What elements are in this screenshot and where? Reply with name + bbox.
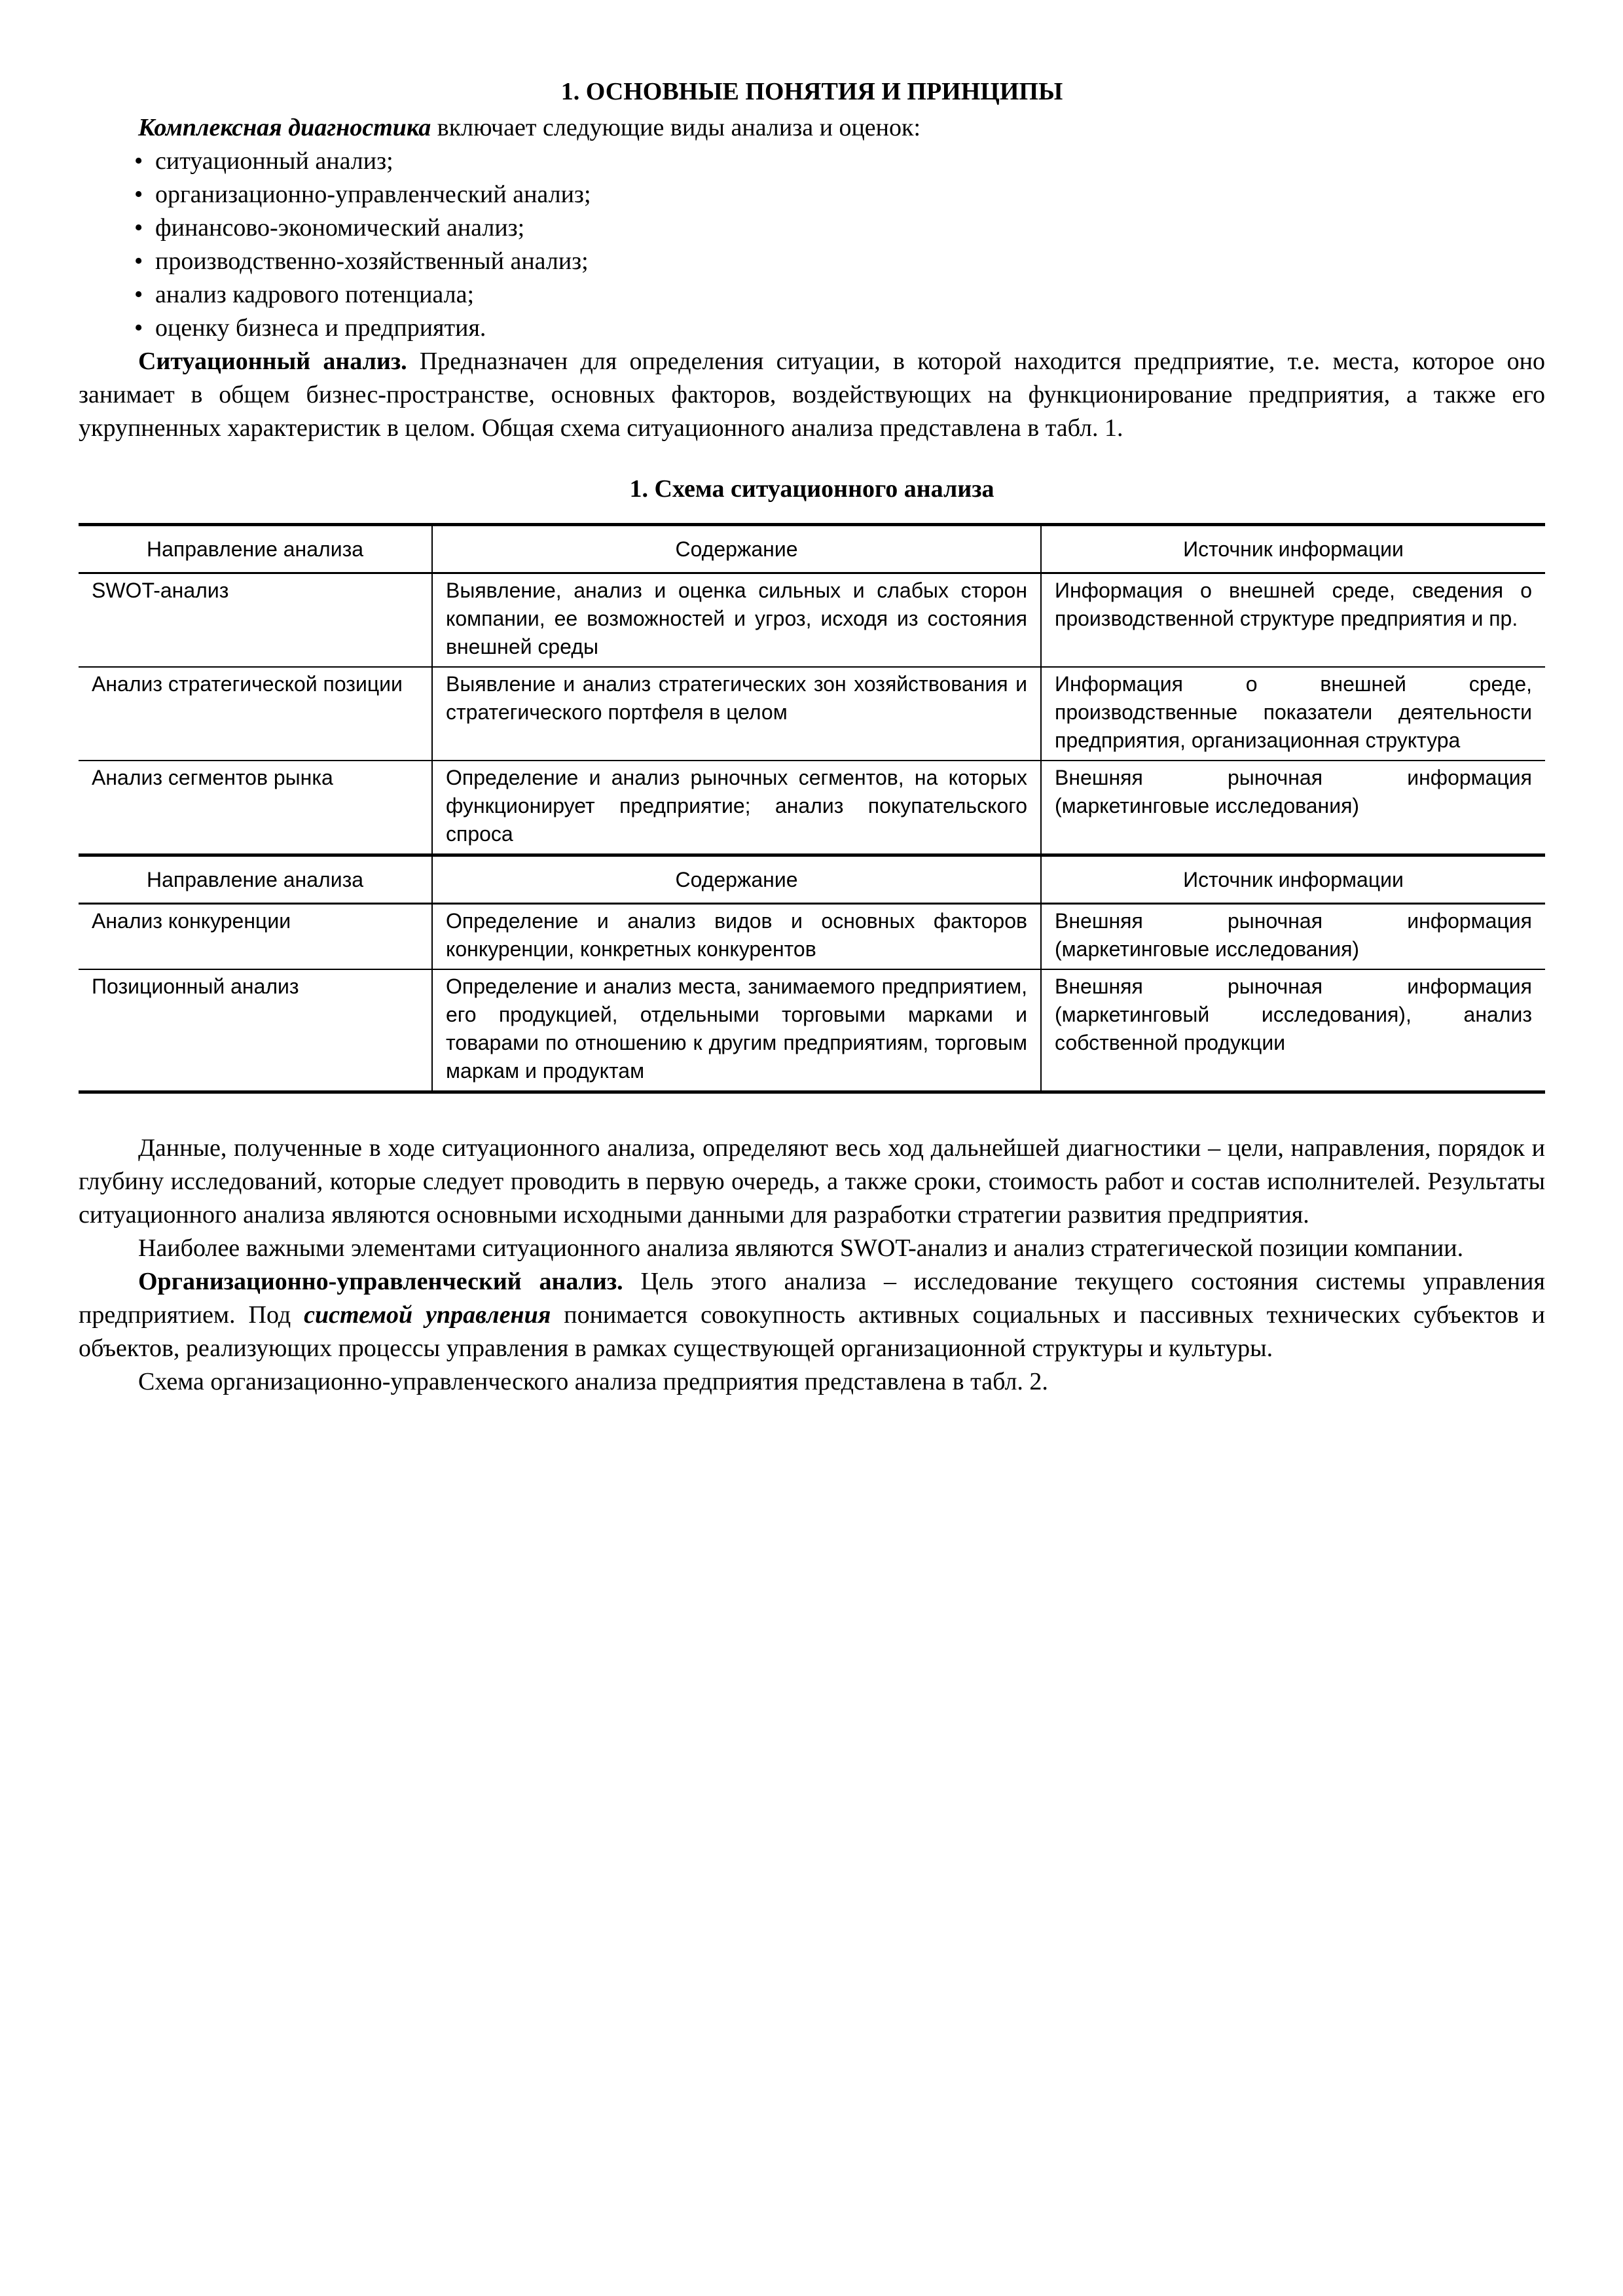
- document-page: [79, 72, 1545, 1399]
- intro-term: Комплексная диагностика: [138, 114, 431, 141]
- table-row: [79, 667, 1545, 761]
- org-text-b: понимается совокупность активных социальных и пассивных технических субъектов и объектов, реализующих процессы управления в рамках существующей организационной структуры и культуры.: [79, 1301, 1545, 1362]
- org-analysis-paragraph: [79, 1265, 1545, 1365]
- analysis-types-list: [79, 145, 1545, 345]
- header-source: Источник информации: [1041, 855, 1545, 904]
- results-paragraph: Данные, полученные в ходе ситуационного анализа, определяют весь ход дальнейшей диагностики – цели, направления, порядок и глубину исследований, которые следует проводить в первую очередь, а также сроки, стоимость работ и состав исполнителей. Результаты ситуационного анализа являются основными исходными данными для разработки стратегии развития предприятия.: [79, 1134, 1545, 1229]
- situational-paragraph: [79, 345, 1545, 445]
- cell-content: Выявление и анализ стратегических зон хозяйствования и стратегического портфеля в целом: [432, 667, 1041, 761]
- header-content: Содержание: [432, 525, 1041, 573]
- cell-direction: SWOT-анализ: [79, 573, 432, 668]
- table-header-row-repeat: [79, 855, 1545, 904]
- cell-content: Выявление, анализ и оценка сильных и слабых сторон компании, ее возможностей и угроз, исходя из состояния внешней среды: [432, 573, 1041, 668]
- cell-source: Внешняя рыночная информация (маркетинговый исследования), анализ собственной продукции: [1041, 969, 1545, 1092]
- list-item: • финансово-экономический анализ;: [134, 211, 1545, 245]
- cell-direction: Анализ стратегической позиции: [79, 667, 432, 761]
- cell-direction: Анализ конкуренции: [79, 904, 432, 970]
- table-row: [79, 969, 1545, 1092]
- header-direction: Направление анализа: [79, 525, 432, 573]
- org-term-2: системой управления: [304, 1301, 551, 1329]
- cell-source: Информация о внешней среде, производственные показатели деятельности предприятия, организационная структура: [1041, 667, 1545, 761]
- cell-direction: Анализ сегментов рынка: [79, 761, 432, 855]
- cell-direction: Позиционный анализ: [79, 969, 432, 1092]
- header-direction: Направление анализа: [79, 855, 432, 904]
- org-term: Организационно-управленческий анализ.: [138, 1268, 623, 1295]
- table-header-row: [79, 525, 1545, 573]
- org-text-a: Цель этого анализа – исследование текущего состояния системы управления предприятием. Под: [79, 1268, 1545, 1329]
- elements-paragraph: Наиболее важными элементами ситуационного анализа являются SWOT-анализ и анализ стратегической позиции компании.: [138, 1234, 1464, 1262]
- cell-source: Информация о внешней среде, сведения о производственной структуре предприятия и пр.: [1041, 573, 1545, 668]
- intro-text: включает следующие виды анализа и оценок:: [431, 114, 921, 141]
- list-item: • организационно-управленческий анализ;: [134, 178, 1545, 211]
- header-content: Содержание: [432, 855, 1041, 904]
- header-source: Источник информации: [1041, 525, 1545, 573]
- body-text: [79, 1132, 1545, 1399]
- list-item: • оценку бизнеса и предприятия.: [134, 312, 1545, 345]
- table-row: [79, 904, 1545, 970]
- list-item: • производственно-хозяйственный анализ;: [134, 245, 1545, 278]
- cell-content: Определение и анализ видов и основных факторов конкуренции, конкретных конкурентов: [432, 904, 1041, 970]
- section-heading: 1. ОСНОВНЫЕ ПОНЯТИЯ И ПРИНЦИПЫ: [560, 78, 1063, 105]
- cell-content: Определение и анализ рыночных сегментов, на которых функционирует предприятие; анализ покупательского спроса: [432, 761, 1041, 855]
- list-item: • анализ кадрового потенциала;: [134, 278, 1545, 312]
- intro-paragraph: [79, 111, 1545, 145]
- list-item: • ситуационный анализ;: [134, 145, 1545, 178]
- cell-source: Внешняя рыночная информация (маркетинговые исследования): [1041, 761, 1545, 855]
- situational-text: Предназначен для определения ситуации, в которой находится предприятие, т.е. места, которое оно занимает в общем бизнес-пространстве, основных факторов, воздействующих на функционирование предприятия, а также его укрупненных характеристик в целом. Общая схема ситуационного анализа представлена в табл. 1.: [79, 348, 1546, 442]
- cell-content: Определение и анализ места, занимаемого предприятием, его продукцией, отдельными торговыми марками и товарами по отношению к другим предприятиям, торговым маркам и продуктам: [432, 969, 1041, 1092]
- table-row: [79, 761, 1545, 855]
- situational-analysis-table: [79, 523, 1545, 1094]
- cell-source: Внешняя рыночная информация (маркетинговые исследования): [1041, 904, 1545, 970]
- table-title: 1. Схема ситуационного анализа: [629, 475, 994, 503]
- table-row: [79, 573, 1545, 668]
- situational-term: Ситуационный анализ.: [138, 348, 407, 375]
- table2-reference-paragraph: Схема организационно-управленческого анализа предприятия представлена в табл. 2.: [138, 1368, 1048, 1395]
